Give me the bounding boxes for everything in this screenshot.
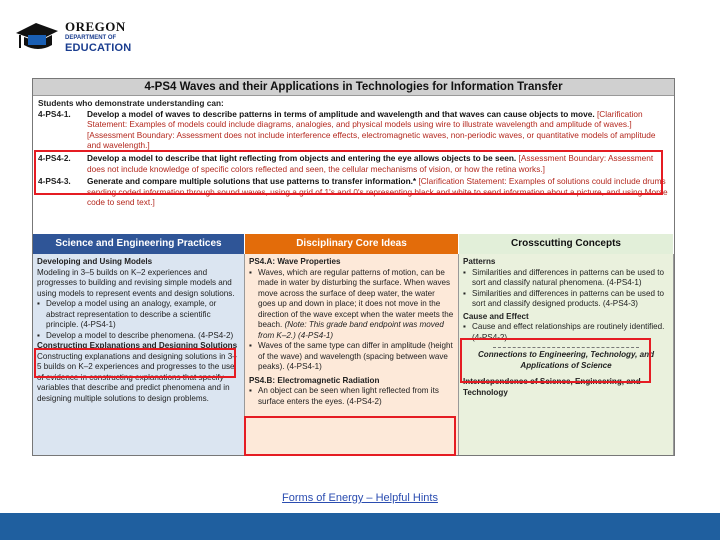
highlight-pe-4-ps4-2 bbox=[34, 150, 663, 195]
ccc-heading: Interdependence of Science, Engineering, and Technology bbox=[463, 377, 641, 397]
pe-code: 4-PS4-3. bbox=[38, 176, 71, 187]
pe-statement: Generate and compare multiple solutions that use patterns to transfer information.* bbox=[87, 176, 417, 187]
pe-intro: Students who demonstrate understanding can: bbox=[38, 98, 224, 108]
oregon-education-logo bbox=[14, 17, 134, 53]
sep-paragraph: Constructing explanations and designing solutions in 3–5 builds on K–2 experiences and progresses to the use of evidence in constructing explanations that specify variables that describe and predict phenomena and in designing multiple solutions to design problems. bbox=[37, 351, 237, 403]
logo-line-oregon: OREGON bbox=[65, 19, 126, 34]
connections-heading: Connections to Engineering, Technology, and Applications of Science bbox=[477, 350, 655, 370]
pe-clarification: [Assessment Boundary: Assessment does not include knowledge of specific colors reflected and seen, the cellular mechanisms of vision, or how the retina works.] bbox=[87, 152, 654, 174]
ccc-bullet: ▪ Similarities and differences in patterns can be used to sort and classify designed products. (4-PS4-3) bbox=[463, 289, 669, 310]
ccc-bullet: ▪ Similarities and differences in patterns can be used to sort and classify natural phenomena. (4-PS4-1) bbox=[463, 268, 669, 289]
standard-document bbox=[32, 78, 675, 456]
pe-code: 4-PS4-1. bbox=[38, 108, 71, 119]
ccc-header: Crosscutting Concepts bbox=[459, 234, 674, 254]
sep-heading: Constructing Explanations and Designing Solutions bbox=[37, 341, 238, 350]
bottom-bar bbox=[0, 513, 720, 540]
highlight-ccc-cause-effect bbox=[460, 338, 651, 383]
sep-heading: Developing and Using Models bbox=[37, 257, 153, 266]
graduation-cap-icon bbox=[14, 21, 62, 51]
dci-bullet: ▪ Waves, which are regular patterns of motion, can be made in water by disturbing the surface. When waves move across the surface of deep water, the water goes up and down in place; it does not move in the direction of the wave except when the water meets the beach. (Note: This grade band endpoint was moved from K–2.) (4-PS4-1) bbox=[249, 268, 454, 342]
dci-heading: PS4.B: Electromagnetic Radiation bbox=[249, 375, 380, 385]
highlight-dci-ps4b bbox=[244, 416, 456, 456]
sep-header: Science and Engineering Practices bbox=[33, 234, 245, 254]
logo-line-education: EDUCATION bbox=[65, 42, 132, 54]
standard-title: 4-PS4 Waves and their Applications in Technologies for Information Transfer bbox=[33, 79, 674, 96]
dci-header: Disciplinary Core Ideas bbox=[245, 234, 459, 254]
pe-clarification: [Clarification Statement: Examples of solutions could include drums sending coded information through sound waves, using a grid of 1's and 0's representing black and white to send information about a picture, and using Morse code to send text.] bbox=[87, 176, 668, 208]
pe-statement: Develop a model of waves to describe patterns in terms of amplitude and wavelength and that waves can cause objects to move. bbox=[87, 108, 595, 119]
column-headers bbox=[33, 234, 674, 254]
logo-line-department: DEPARTMENT OF bbox=[65, 35, 117, 41]
sep-bullet: ▪ Develop a model using an analogy, example, or abstract representation to describe a scientific principle. (4-PS4-1) bbox=[37, 299, 240, 331]
dci-bullet: ▪ Waves of the same type can differ in amplitude (height of the wave) and wavelength (spacing between wave peaks). (4-PS4-1) bbox=[249, 341, 454, 373]
ccc-bullet: ▪ Cause and effect relationships are routinely identified. (4-PS4-2) bbox=[463, 322, 669, 343]
ccc-heading: Patterns bbox=[463, 257, 496, 266]
sep-paragraph: Modeling in 3–5 builds on K–2 experiences and progresses to building and revising simple models and using models to represent events and design solutions. bbox=[37, 267, 235, 298]
pe-code: 4-PS4-2. bbox=[38, 152, 71, 163]
helpful-hints-link[interactable]: Forms of Energy – Helpful Hints bbox=[282, 492, 438, 504]
pe-row bbox=[38, 109, 669, 151]
dci-heading: PS4.A: Wave Properties bbox=[249, 257, 341, 266]
pe-clarification: [Clarification Statement: Examples of models could include diagrams, analogies, and physical models using wire to illustrate wavelength and amplitude of waves.] [Assessment Boundary: Assessment does not include interference effects, electromagnetic waves, non-periodic waves, or quantitative models of amplitude and wavelength.] bbox=[87, 108, 656, 151]
highlight-sep-model bbox=[34, 348, 236, 378]
ccc-heading: Cause and Effect bbox=[463, 311, 529, 321]
pe-statement: Develop a model to describe that light reflecting from objects and entering the eye allows objects to be seen. bbox=[87, 152, 517, 163]
dci-note: (Note: This grade band endpoint was moved from K–2.) (4-PS4-1) bbox=[258, 320, 444, 340]
sep-bullet: ▪ Develop a model to describe phenomena. (4-PS4-2) bbox=[37, 331, 240, 342]
dci-bullet: ▪ An object can be seen when light reflected from its surface enters the eyes. (4-PS4-2) bbox=[249, 386, 454, 407]
